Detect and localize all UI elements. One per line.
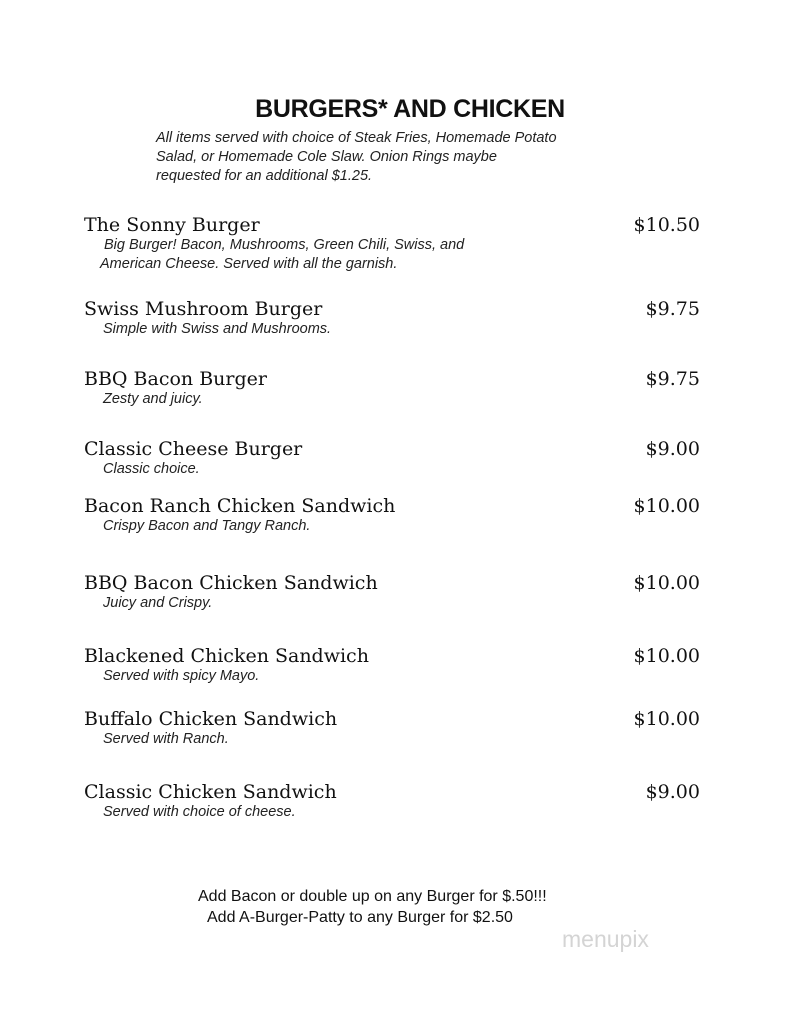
- item-name: Bacon Ranch Chicken Sandwich: [84, 495, 396, 517]
- item-name: BBQ Bacon Chicken Sandwich: [84, 572, 378, 594]
- item-name: The Sonny Burger: [84, 214, 260, 236]
- item-description: Simple with Swiss and Mushrooms.: [103, 321, 332, 337]
- watermark: menupix: [562, 926, 649, 952]
- menu-item: [84, 495, 700, 536]
- item-description: Served with Ranch.: [103, 731, 229, 747]
- item-name: Blackened Chicken Sandwich: [84, 645, 369, 667]
- menu-item: [84, 781, 700, 822]
- item-description: Crispy Bacon and Tangy Ranch.: [103, 518, 311, 534]
- menu-item: [84, 298, 700, 339]
- item-name: Classic Cheese Burger: [84, 438, 303, 460]
- item-description: Big Burger! Bacon, Mushrooms, Green Chili, Swiss, and: [104, 237, 465, 253]
- item-description: Classic choice.: [103, 461, 200, 477]
- item-name: Swiss Mushroom Burger: [84, 298, 323, 320]
- item-name: Buffalo Chicken Sandwich: [84, 708, 338, 730]
- item-description: Served with spicy Mayo.: [103, 668, 260, 684]
- item-price: $10.50: [633, 214, 700, 236]
- section-intro: [156, 129, 656, 186]
- menu-item: [84, 438, 700, 479]
- item-name: Classic Chicken Sandwich: [84, 781, 337, 803]
- item-description: Zesty and juicy.: [103, 391, 203, 407]
- item-description: American Cheese. Served with all the garnish.: [100, 256, 398, 272]
- item-price: $9.75: [645, 298, 700, 320]
- add-on-note: Add Bacon or double up on any Burger for $.50!!!: [198, 888, 547, 905]
- menu-item: [84, 368, 700, 409]
- intro-line: requested for an additional $1.25.: [156, 168, 373, 184]
- item-price: $9.75: [645, 368, 700, 390]
- menu-item: [84, 214, 700, 274]
- menu-section-title: BURGERS* AND CHICKEN: [255, 95, 565, 123]
- item-price: $10.00: [633, 708, 700, 730]
- item-name: BBQ Bacon Burger: [84, 368, 267, 390]
- item-description: Juicy and Crispy.: [103, 595, 213, 611]
- menu-item: [84, 708, 700, 749]
- add-on-note: Add A-Burger-Patty to any Burger for $2.50: [207, 909, 513, 926]
- item-description: Served with choice of cheese.: [103, 804, 296, 820]
- menu-item: [84, 645, 700, 686]
- intro-line: All items served with choice of Steak Fries, Homemade Potato: [156, 130, 557, 146]
- item-price: $9.00: [645, 781, 700, 803]
- add-on-notes: [198, 886, 547, 928]
- intro-line: Salad, or Homemade Cole Slaw. Onion Rings maybe: [156, 149, 497, 165]
- item-price: $9.00: [645, 438, 700, 460]
- item-price: $10.00: [633, 645, 700, 667]
- item-price: $10.00: [633, 572, 700, 594]
- item-price: $10.00: [633, 495, 700, 517]
- menu-item: [84, 572, 700, 613]
